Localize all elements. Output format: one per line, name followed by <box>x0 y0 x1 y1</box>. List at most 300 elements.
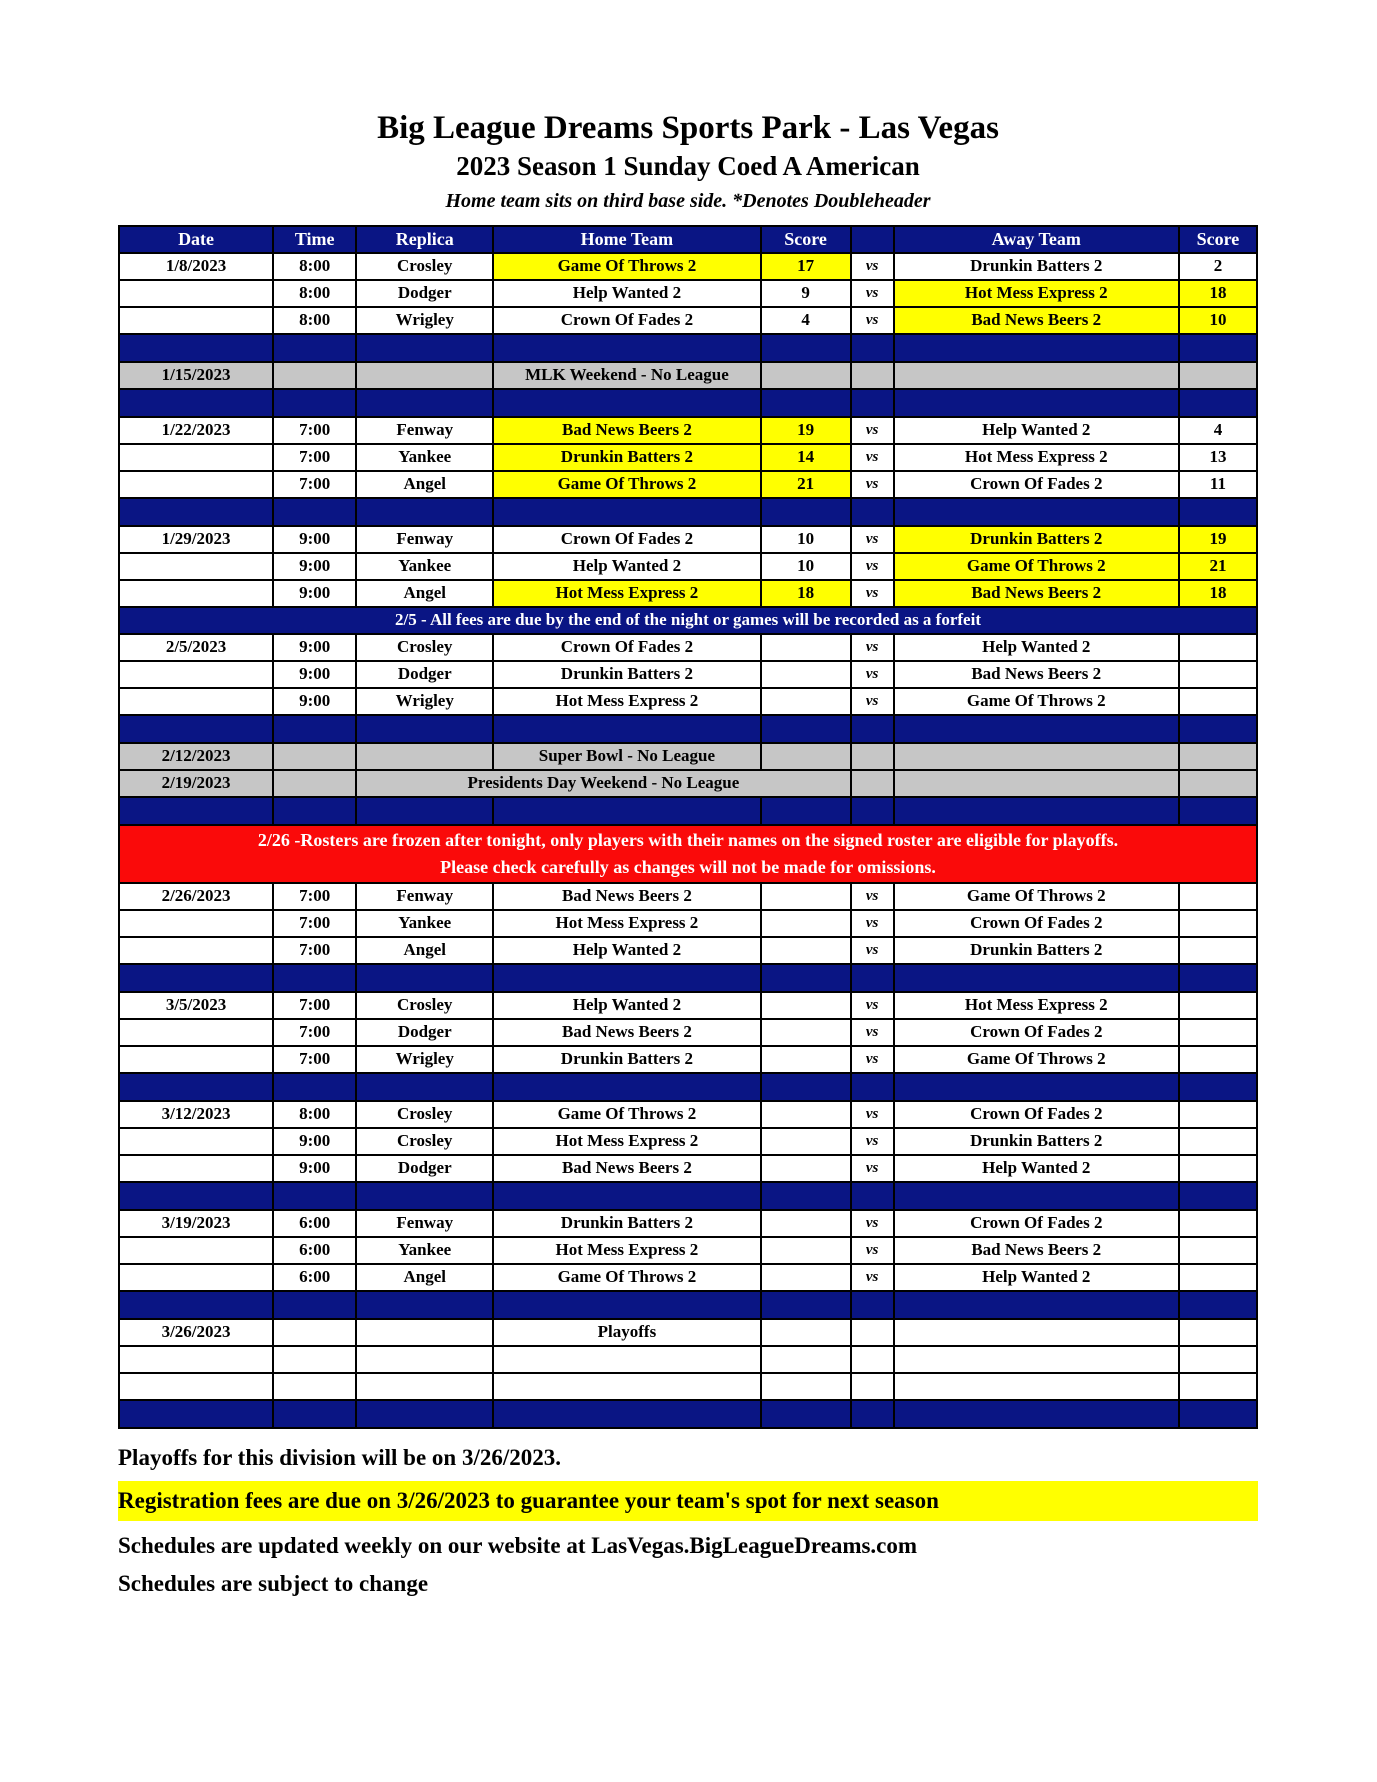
spacer-cell <box>119 1291 273 1319</box>
spacer-cell <box>761 715 851 743</box>
home-score-cell <box>761 634 851 661</box>
spacer-cell <box>761 498 851 526</box>
vs-label: vs <box>851 910 894 937</box>
vs-label: vs <box>851 417 894 444</box>
time-cell: 9:00 <box>273 553 356 580</box>
away-team-cell: Hot Mess Express 2 <box>894 992 1179 1019</box>
vs-label: vs <box>851 553 894 580</box>
spacer-row <box>119 1291 1257 1319</box>
spacer-cell <box>356 334 493 362</box>
time-cell: 8:00 <box>273 280 356 307</box>
vs-label: vs <box>851 1019 894 1046</box>
home-team-cell <box>493 1346 760 1373</box>
game-row <box>119 1210 1257 1237</box>
home-score-cell: 21 <box>761 471 851 498</box>
time-cell: 7:00 <box>273 1019 356 1046</box>
spacer-cell <box>273 1073 356 1101</box>
replica-cell <box>356 362 493 389</box>
vs-label <box>851 362 894 389</box>
home-team-cell: Hot Mess Express 2 <box>493 1128 760 1155</box>
spacer-cell <box>356 797 493 825</box>
vs-label <box>851 743 894 770</box>
spacer-cell <box>1179 1182 1257 1210</box>
vs-label <box>851 1346 894 1373</box>
home-team-cell: Crown Of Fades 2 <box>493 526 760 553</box>
spacer-cell <box>894 498 1179 526</box>
date-cell <box>119 661 273 688</box>
spacer-cell <box>119 1182 273 1210</box>
time-cell: 7:00 <box>273 444 356 471</box>
holiday-message: MLK Weekend - No League <box>493 362 760 389</box>
away-team-cell: Bad News Beers 2 <box>894 580 1179 607</box>
time-cell <box>273 1373 356 1400</box>
date-cell <box>119 1264 273 1291</box>
replica-cell: Fenway <box>356 883 493 910</box>
home-team-cell: Help Wanted 2 <box>493 553 760 580</box>
season-subtitle: 2023 Season 1 Sunday Coed A American <box>456 151 920 181</box>
game-row <box>119 1155 1257 1182</box>
spacer-cell <box>493 389 760 417</box>
spacer-cell <box>761 1182 851 1210</box>
time-cell: 9:00 <box>273 1155 356 1182</box>
spacer-row <box>119 1182 1257 1210</box>
away-team-cell <box>894 1373 1179 1400</box>
spacer-cell <box>356 498 493 526</box>
home-team-cell: Crown Of Fades 2 <box>493 307 760 334</box>
spacer-cell <box>356 715 493 743</box>
time-cell <box>273 1319 356 1346</box>
spacer-cell <box>356 1400 493 1428</box>
banner-line: 2/5 - All fees are due by the end of the night or games will be recorded as a forfeit <box>395 610 981 630</box>
spacer-cell <box>493 498 760 526</box>
spacer-cell <box>894 1182 1179 1210</box>
away-team-cell <box>894 743 1179 770</box>
spacer-cell <box>1179 1291 1257 1319</box>
vs-label: vs <box>851 471 894 498</box>
column-header-home-score: Score <box>761 226 851 253</box>
spacer-cell <box>851 964 894 992</box>
home-team-cell: Game Of Throws 2 <box>493 253 760 280</box>
home-score-cell <box>761 688 851 715</box>
holiday-message: Presidents Day Weekend - No League <box>356 770 850 797</box>
time-cell: 9:00 <box>273 580 356 607</box>
away-team-cell: Crown Of Fades 2 <box>894 471 1179 498</box>
home-score-cell: 14 <box>761 444 851 471</box>
spacer-cell <box>1179 1073 1257 1101</box>
date-cell <box>119 444 273 471</box>
date-cell: 2/19/2023 <box>119 770 273 797</box>
vs-label <box>851 1373 894 1400</box>
vs-label: vs <box>851 634 894 661</box>
spacer-cell <box>273 498 356 526</box>
replica-cell <box>356 1319 493 1346</box>
spacer-cell <box>851 1291 894 1319</box>
home-score-cell: 4 <box>761 307 851 334</box>
empty-row <box>119 1373 1257 1400</box>
spacer-row <box>119 334 1257 362</box>
time-cell: 6:00 <box>273 1210 356 1237</box>
spacer-cell <box>119 715 273 743</box>
away-score-cell <box>1179 1237 1257 1264</box>
spacer-cell <box>119 498 273 526</box>
spacer-cell <box>851 389 894 417</box>
column-header-vs <box>851 226 894 253</box>
spacer-cell <box>493 797 760 825</box>
spacer-cell <box>1179 1400 1257 1428</box>
spacer-cell <box>851 334 894 362</box>
time-cell: 9:00 <box>273 526 356 553</box>
home-team-tagline: Home team sits on third base side. *Denotes Doubleheader <box>445 190 931 212</box>
home-team-cell: Hot Mess Express 2 <box>493 910 760 937</box>
away-team-cell: Game Of Throws 2 <box>894 553 1179 580</box>
spacer-cell <box>356 1291 493 1319</box>
away-score-cell <box>1179 1210 1257 1237</box>
date-cell: 1/8/2023 <box>119 253 273 280</box>
away-team-cell: Crown Of Fades 2 <box>894 1210 1179 1237</box>
away-score-cell <box>1179 743 1257 770</box>
date-cell: 3/5/2023 <box>119 992 273 1019</box>
time-cell: 6:00 <box>273 1264 356 1291</box>
replica-cell: Crosley <box>356 992 493 1019</box>
game-row <box>119 634 1257 661</box>
time-cell <box>273 743 356 770</box>
vs-label: vs <box>851 1155 894 1182</box>
spacer-cell <box>356 1182 493 1210</box>
game-row <box>119 444 1257 471</box>
away-score-cell <box>1179 1155 1257 1182</box>
time-cell: 8:00 <box>273 253 356 280</box>
footer-notes <box>118 1445 1258 1597</box>
away-score-cell <box>1179 688 1257 715</box>
spacer-cell <box>1179 715 1257 743</box>
spacer-cell <box>851 1073 894 1101</box>
game-row <box>119 1128 1257 1155</box>
home-team-cell <box>493 1373 760 1400</box>
roster-freeze-banner <box>119 825 1257 883</box>
away-team-cell: Game Of Throws 2 <box>894 688 1179 715</box>
schedule-table <box>118 225 1258 1429</box>
spacer-cell <box>119 334 273 362</box>
date-cell <box>119 553 273 580</box>
date-cell: 3/26/2023 <box>119 1319 273 1346</box>
away-team-cell <box>894 1346 1179 1373</box>
replica-cell <box>356 1373 493 1400</box>
date-cell: 1/29/2023 <box>119 526 273 553</box>
spacer-cell <box>851 1400 894 1428</box>
column-header-home-team: Home Team <box>493 226 760 253</box>
game-row <box>119 1264 1257 1291</box>
home-score-cell <box>761 1264 851 1291</box>
spacer-cell <box>1179 797 1257 825</box>
away-score-cell <box>1179 1346 1257 1373</box>
column-header-replica: Replica <box>356 226 493 253</box>
home-score-cell: 10 <box>761 526 851 553</box>
away-team-cell: Help Wanted 2 <box>894 1155 1179 1182</box>
game-row <box>119 526 1257 553</box>
away-score-cell: 2 <box>1179 253 1257 280</box>
away-team-cell: Crown Of Fades 2 <box>894 1101 1179 1128</box>
banner-line: 2/26 -Rosters are frozen after tonight, only players with their names on the signed roster are eligible for playoffs. <box>257 830 1119 850</box>
away-score-cell: 21 <box>1179 553 1257 580</box>
spacer-cell <box>761 334 851 362</box>
vs-label: vs <box>851 688 894 715</box>
vs-label: vs <box>851 307 894 334</box>
away-team-cell: Crown Of Fades 2 <box>894 910 1179 937</box>
away-team-cell <box>894 362 1179 389</box>
spacer-cell <box>273 1400 356 1428</box>
away-team-cell: Help Wanted 2 <box>894 1264 1179 1291</box>
holiday-row <box>119 770 1257 797</box>
date-cell <box>119 471 273 498</box>
home-score-cell <box>761 1210 851 1237</box>
change-note: Schedules are subject to change <box>118 1571 429 1596</box>
home-team-cell: Game Of Throws 2 <box>493 1264 760 1291</box>
away-team-cell: Drunkin Batters 2 <box>894 1128 1179 1155</box>
away-score-cell <box>1179 661 1257 688</box>
away-team-cell: Hot Mess Express 2 <box>894 444 1179 471</box>
vs-label: vs <box>851 1128 894 1155</box>
vs-label: vs <box>851 1210 894 1237</box>
spacer-cell <box>273 1291 356 1319</box>
spacer-cell <box>761 389 851 417</box>
spacer-cell <box>119 389 273 417</box>
away-score-cell: 18 <box>1179 580 1257 607</box>
replica-cell: Dodger <box>356 661 493 688</box>
away-score-cell: 10 <box>1179 307 1257 334</box>
away-score-cell <box>1179 1128 1257 1155</box>
time-cell: 8:00 <box>273 307 356 334</box>
spacer-row <box>119 498 1257 526</box>
home-score-cell <box>761 661 851 688</box>
home-score-cell <box>761 1046 851 1073</box>
game-row <box>119 417 1257 444</box>
vs-label: vs <box>851 1264 894 1291</box>
date-cell <box>119 1128 273 1155</box>
game-row <box>119 253 1257 280</box>
home-score-cell <box>761 743 851 770</box>
spacer-cell <box>273 797 356 825</box>
home-team-cell: Hot Mess Express 2 <box>493 1237 760 1264</box>
column-header-away-score: Score <box>1179 226 1257 253</box>
vs-label: vs <box>851 444 894 471</box>
away-score-cell <box>1179 770 1257 797</box>
spacer-cell <box>851 1182 894 1210</box>
spacer-cell <box>493 1182 760 1210</box>
vs-label: vs <box>851 992 894 1019</box>
date-cell: 2/5/2023 <box>119 634 273 661</box>
date-cell <box>119 688 273 715</box>
spacer-cell <box>894 715 1179 743</box>
home-score-cell: 19 <box>761 417 851 444</box>
away-score-cell <box>1179 910 1257 937</box>
time-cell: 7:00 <box>273 1046 356 1073</box>
away-score-cell <box>1179 1046 1257 1073</box>
website-note: Schedules are updated weekly on our website at LasVegas.BigLeagueDreams.com <box>118 1533 918 1558</box>
holiday-row <box>119 362 1257 389</box>
replica-cell: Wrigley <box>356 1046 493 1073</box>
spacer-cell <box>761 797 851 825</box>
spacer-cell <box>273 1182 356 1210</box>
vs-label: vs <box>851 1101 894 1128</box>
game-row <box>119 661 1257 688</box>
home-score-cell <box>761 1319 851 1346</box>
away-score-cell <box>1179 634 1257 661</box>
spacer-row <box>119 715 1257 743</box>
home-score-cell <box>761 1019 851 1046</box>
home-score-cell <box>761 1346 851 1373</box>
spacer-cell <box>894 1400 1179 1428</box>
away-team-cell: Bad News Beers 2 <box>894 661 1179 688</box>
home-team-cell: Drunkin Batters 2 <box>493 1046 760 1073</box>
game-row <box>119 910 1257 937</box>
spacer-cell <box>356 389 493 417</box>
replica-cell: Wrigley <box>356 688 493 715</box>
home-team-cell: Help Wanted 2 <box>493 937 760 964</box>
date-cell <box>119 307 273 334</box>
time-cell <box>273 770 356 797</box>
replica-cell: Crosley <box>356 253 493 280</box>
game-row <box>119 883 1257 910</box>
home-score-cell <box>761 937 851 964</box>
away-score-cell <box>1179 1373 1257 1400</box>
home-team-cell: Game Of Throws 2 <box>493 1101 760 1128</box>
home-team-cell: Help Wanted 2 <box>493 280 760 307</box>
time-cell: 9:00 <box>273 688 356 715</box>
replica-cell: Fenway <box>356 526 493 553</box>
banner-message <box>119 825 1257 883</box>
home-team-cell: Hot Mess Express 2 <box>493 688 760 715</box>
replica-cell: Fenway <box>356 417 493 444</box>
vs-label: vs <box>851 1237 894 1264</box>
spacer-cell <box>851 797 894 825</box>
replica-cell: Dodger <box>356 280 493 307</box>
game-row <box>119 688 1257 715</box>
replica-cell: Angel <box>356 1264 493 1291</box>
spacer-cell <box>493 1400 760 1428</box>
home-score-cell <box>761 910 851 937</box>
away-team-cell: Bad News Beers 2 <box>894 1237 1179 1264</box>
home-score-cell: 18 <box>761 580 851 607</box>
date-cell: 3/19/2023 <box>119 1210 273 1237</box>
vs-label: vs <box>851 1046 894 1073</box>
playoffs-row <box>119 1319 1257 1346</box>
away-score-cell <box>1179 992 1257 1019</box>
home-score-cell: 9 <box>761 280 851 307</box>
home-score-cell <box>761 362 851 389</box>
spacer-row <box>119 797 1257 825</box>
date-cell <box>119 1346 273 1373</box>
spacer-cell <box>761 1073 851 1101</box>
away-team-cell: Game Of Throws 2 <box>894 1046 1179 1073</box>
spacer-cell <box>894 797 1179 825</box>
away-score-cell <box>1179 1319 1257 1346</box>
away-team-cell <box>894 770 1179 797</box>
vs-label: vs <box>851 883 894 910</box>
holiday-row <box>119 743 1257 770</box>
time-cell: 9:00 <box>273 661 356 688</box>
date-cell <box>119 1237 273 1264</box>
date-cell <box>119 580 273 607</box>
home-score-cell <box>761 1101 851 1128</box>
date-cell <box>119 1046 273 1073</box>
spacer-row <box>119 1400 1257 1428</box>
replica-cell: Yankee <box>356 553 493 580</box>
spacer-cell <box>851 715 894 743</box>
vs-label: vs <box>851 580 894 607</box>
spacer-cell <box>1179 334 1257 362</box>
spacer-cell <box>894 334 1179 362</box>
away-team-cell: Bad News Beers 2 <box>894 307 1179 334</box>
away-team-cell <box>894 1319 1179 1346</box>
spacer-cell <box>1179 964 1257 992</box>
game-row <box>119 553 1257 580</box>
date-cell <box>119 280 273 307</box>
away-score-cell <box>1179 1264 1257 1291</box>
spacer-cell <box>894 389 1179 417</box>
replica-cell: Angel <box>356 937 493 964</box>
column-header-away-team: Away Team <box>894 226 1179 253</box>
game-row <box>119 580 1257 607</box>
game-row <box>119 280 1257 307</box>
home-score-cell <box>761 992 851 1019</box>
time-cell: 7:00 <box>273 883 356 910</box>
replica-cell: Angel <box>356 471 493 498</box>
home-score-cell <box>761 1155 851 1182</box>
away-team-cell: Game Of Throws 2 <box>894 883 1179 910</box>
home-score-cell <box>761 1128 851 1155</box>
away-team-cell: Drunkin Batters 2 <box>894 937 1179 964</box>
time-cell: 6:00 <box>273 1237 356 1264</box>
time-cell: 7:00 <box>273 471 356 498</box>
vs-label: vs <box>851 661 894 688</box>
date-cell: 1/15/2023 <box>119 362 273 389</box>
home-team-cell: Drunkin Batters 2 <box>493 1210 760 1237</box>
spacer-cell <box>761 1291 851 1319</box>
replica-cell: Yankee <box>356 1237 493 1264</box>
away-team-cell: Drunkin Batters 2 <box>894 526 1179 553</box>
date-cell: 3/12/2023 <box>119 1101 273 1128</box>
home-team-cell: Crown Of Fades 2 <box>493 634 760 661</box>
date-cell <box>119 1155 273 1182</box>
spacer-row <box>119 1073 1257 1101</box>
spacer-cell <box>493 964 760 992</box>
home-score-cell <box>761 1373 851 1400</box>
home-score-cell: 17 <box>761 253 851 280</box>
spacer-row <box>119 389 1257 417</box>
away-score-cell: 11 <box>1179 471 1257 498</box>
date-cell <box>119 1019 273 1046</box>
schedule-document <box>118 0 1258 1597</box>
game-row <box>119 1101 1257 1128</box>
date-cell <box>119 937 273 964</box>
spacer-cell <box>119 1400 273 1428</box>
time-cell: 7:00 <box>273 910 356 937</box>
home-team-cell: Drunkin Batters 2 <box>493 661 760 688</box>
spacer-cell <box>493 1073 760 1101</box>
time-cell: 9:00 <box>273 1128 356 1155</box>
away-score-cell <box>1179 883 1257 910</box>
header-row <box>119 226 1257 253</box>
column-header-date: Date <box>119 226 273 253</box>
playoffs-note: Playoffs for this division will be on 3/26/2023. <box>118 1445 562 1470</box>
spacer-cell <box>119 964 273 992</box>
replica-cell: Yankee <box>356 444 493 471</box>
replica-cell <box>356 1346 493 1373</box>
game-row <box>119 937 1257 964</box>
time-cell <box>273 362 356 389</box>
time-cell <box>273 1346 356 1373</box>
away-score-cell <box>1179 1101 1257 1128</box>
